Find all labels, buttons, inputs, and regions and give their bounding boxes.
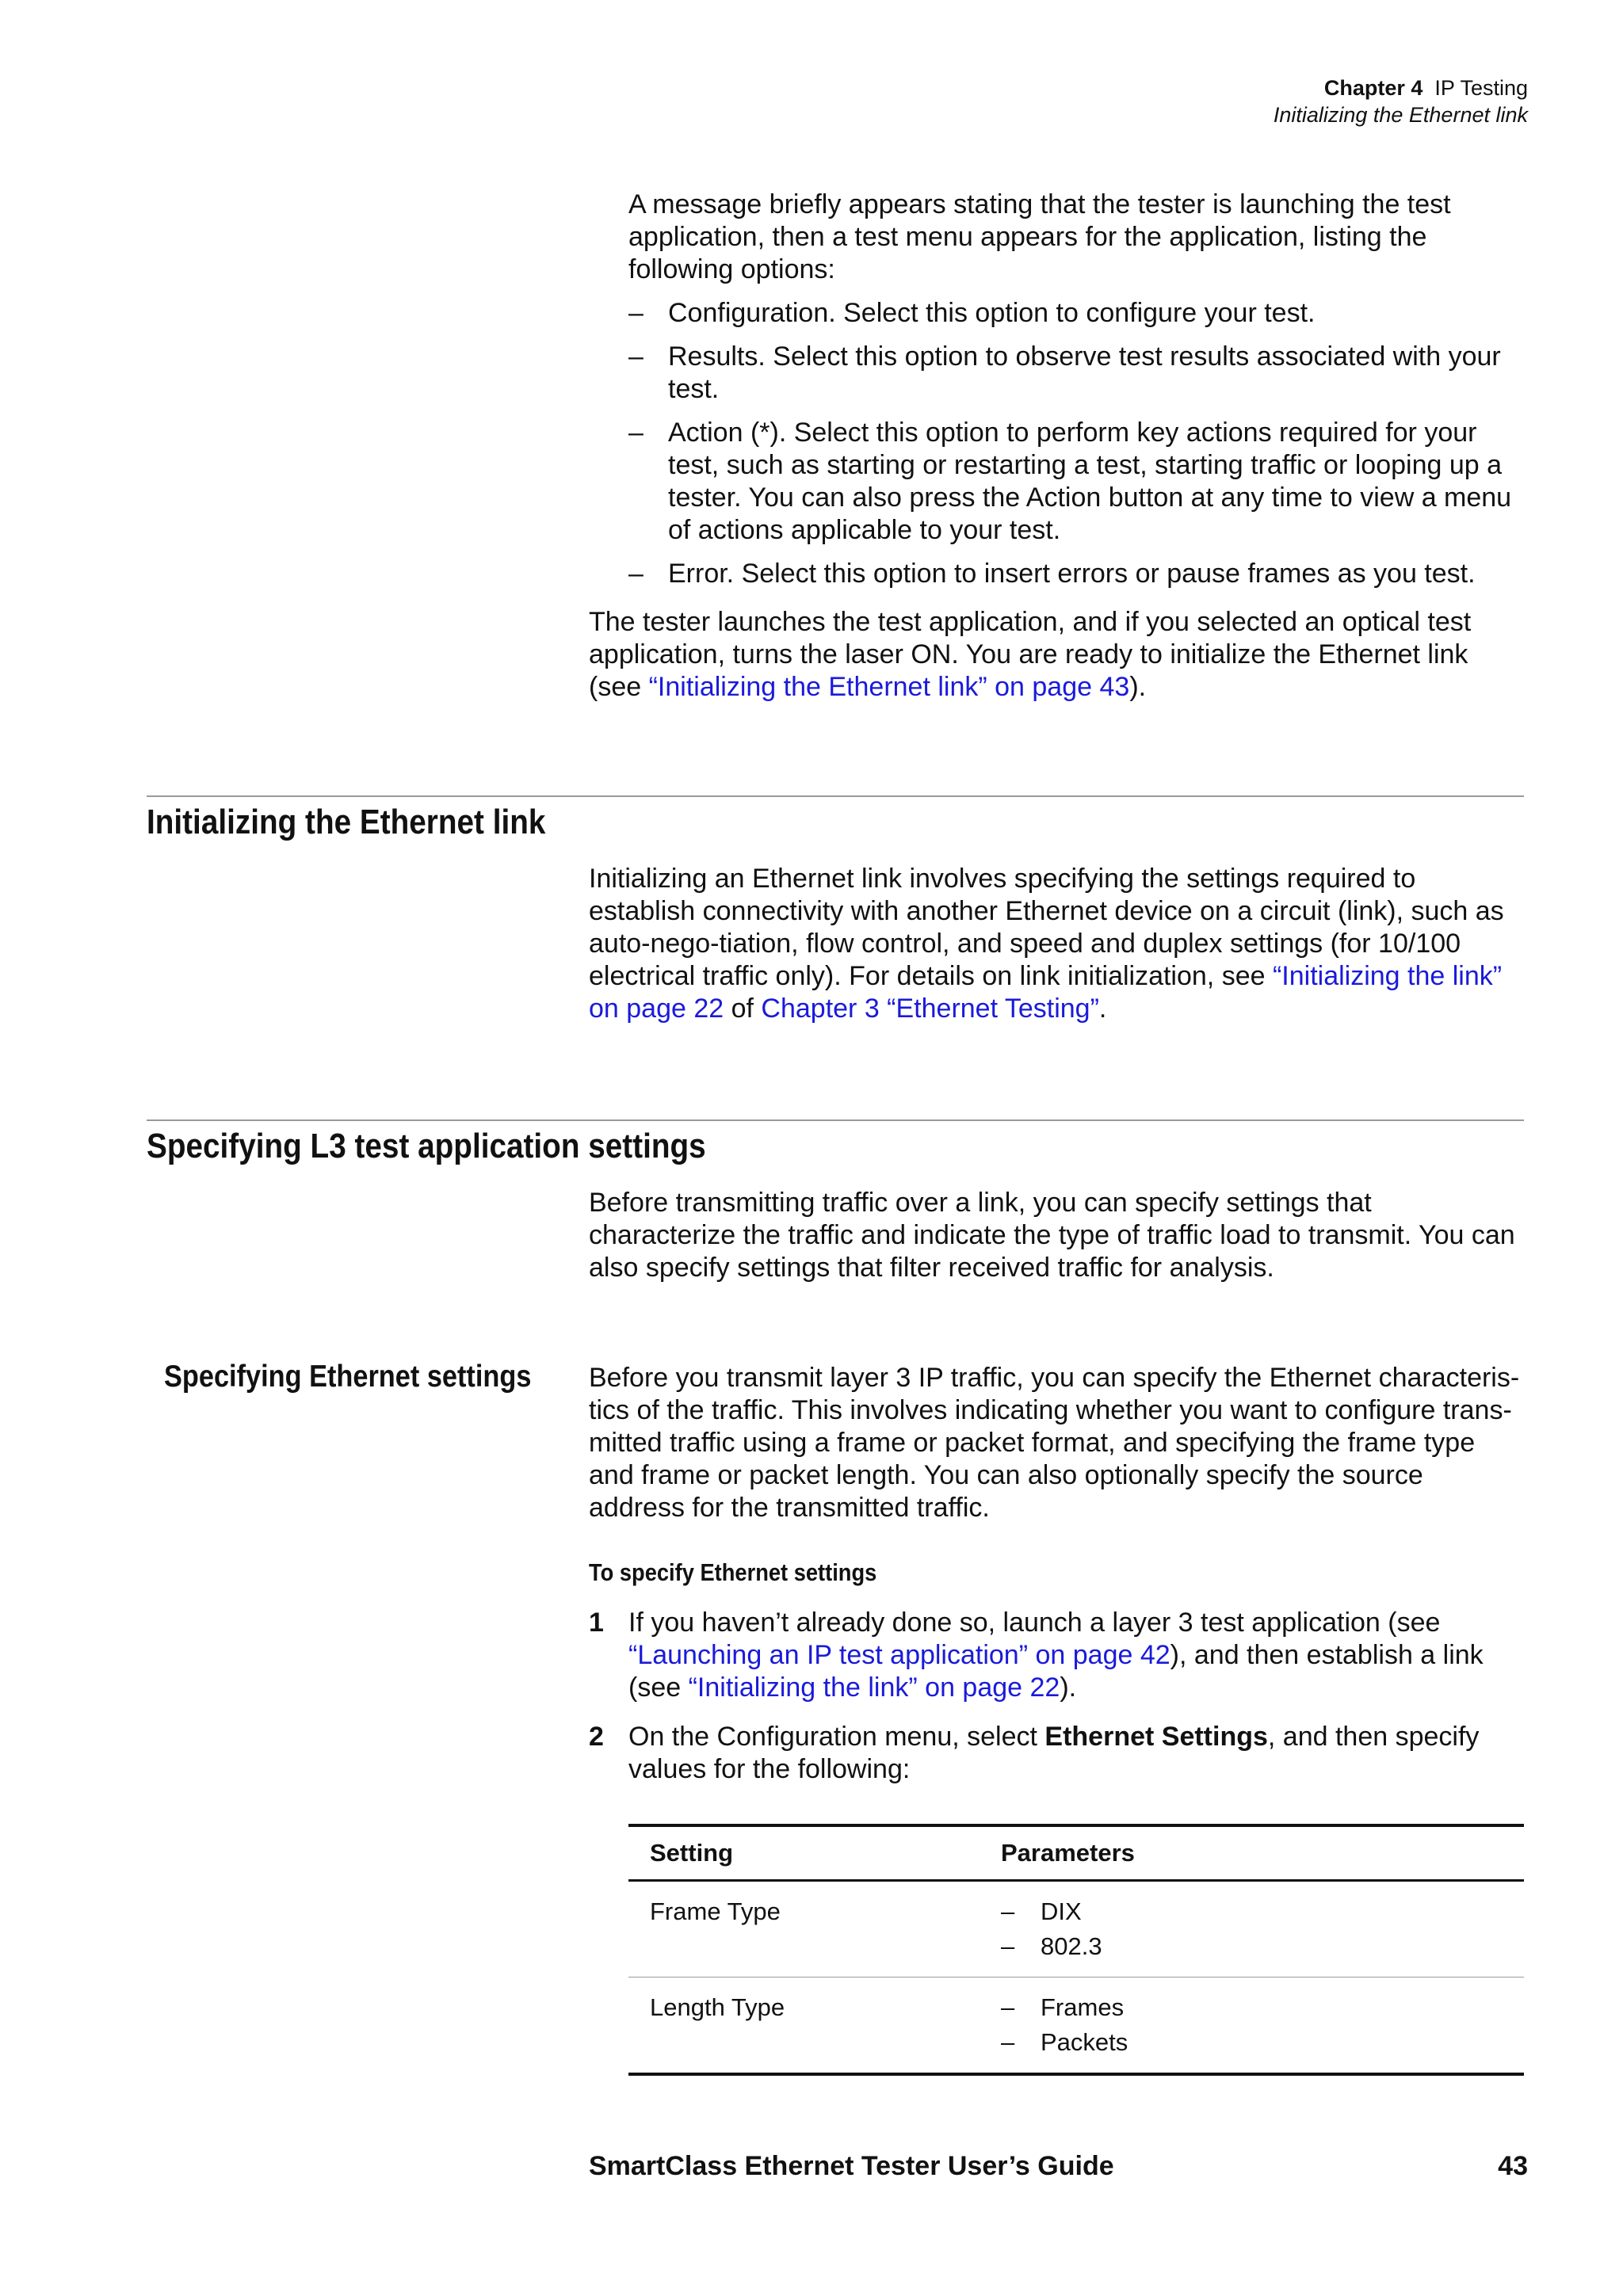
step-number: 2 bbox=[589, 1722, 604, 1752]
link-chapter-3[interactable]: Chapter 3 “Ethernet Testing” bbox=[761, 994, 1099, 1024]
launch-text-end: ). bbox=[1129, 672, 1147, 702]
parameter-value: Packets bbox=[1041, 2028, 1128, 2056]
section-heading-l3-settings: Specifying L3 test application settings bbox=[147, 1127, 706, 1165]
table-row bbox=[628, 1881, 1524, 1978]
initializing-link-paragraph bbox=[589, 863, 1524, 1025]
parameter-item bbox=[1001, 1929, 1524, 1964]
link-initializing-the-link[interactable]: “Initializing the link” on page 22 bbox=[688, 1672, 1060, 1703]
table-row bbox=[628, 1978, 1524, 2075]
dash-bullet: – bbox=[1001, 1897, 1015, 1925]
l3-settings-paragraph: Before transmitting traffic over a link, you can specify settings that characterize the traffic and indicate the type of traffic load to transmit. You can also specify settings that filter received traffic for analysis. bbox=[589, 1188, 1515, 1283]
option-results bbox=[628, 341, 1524, 406]
dash-bullet: – bbox=[1001, 2028, 1015, 2056]
step2-bold-menu-item: Ethernet Settings bbox=[1044, 1722, 1268, 1752]
dash-bullet: – bbox=[628, 298, 643, 328]
intro-message-paragraph: A message briefly appears stating that the tester is launching the test application, then a test menu appears for the application, listing the following options: bbox=[628, 189, 1451, 284]
option-text: Error. Select this option to insert errors or pause frames as you test. bbox=[668, 559, 1476, 589]
launch-paragraph bbox=[589, 606, 1524, 704]
step1-mid: ), and then establish a link (see bbox=[628, 1640, 1484, 1703]
footer-guide-title: SmartClass Ethernet Tester User’s Guide bbox=[589, 2151, 1114, 2181]
chapter-line bbox=[1274, 74, 1528, 101]
option-action bbox=[628, 417, 1524, 547]
header-section-title: Initializing the Ethernet link bbox=[1273, 103, 1528, 127]
step1-end: ). bbox=[1060, 1672, 1077, 1703]
init-text-mid: of bbox=[724, 994, 762, 1024]
column-header-setting: Setting bbox=[628, 1825, 980, 1881]
step-number: 1 bbox=[589, 1608, 604, 1638]
setting-name: Frame Type bbox=[628, 1881, 980, 1978]
footer-page-number: 43 bbox=[1498, 2151, 1528, 2181]
settings-table bbox=[628, 1824, 1524, 2076]
running-header bbox=[1274, 74, 1528, 128]
step-1-text bbox=[628, 1607, 1524, 1704]
parameter-list bbox=[980, 1881, 1524, 1978]
option-error bbox=[628, 558, 1524, 590]
procedure-heading: To specify Ethernet settings bbox=[589, 1558, 877, 1586]
subsection-heading-ethernet-settings: Specifying Ethernet settings bbox=[164, 1360, 532, 1394]
parameter-list bbox=[980, 1978, 1524, 2075]
dash-bullet: – bbox=[1001, 1932, 1015, 1960]
init-text-start: Initializing an Ethernet link involves specifying the settings required to establish connectivity with another Ethernet device on a circuit (link), such as auto-nego-tiation, flow control, and speed and duplex settings (for 10/100 electrical traffic only). For details on link initialization, see bbox=[589, 864, 1504, 991]
parameter-value: 802.3 bbox=[1041, 1932, 1102, 1960]
option-text: Configuration. Select this option to configure your test. bbox=[668, 298, 1316, 328]
parameter-value: DIX bbox=[1041, 1897, 1082, 1925]
dash-bullet: – bbox=[628, 341, 643, 372]
init-text-end: . bbox=[1098, 994, 1107, 1024]
link-initializing-ethernet-link[interactable]: “Initializing the Ethernet link” on page 43 bbox=[648, 672, 1130, 702]
section-divider bbox=[147, 795, 1524, 797]
section-divider bbox=[147, 1119, 1524, 1121]
parameter-value: Frames bbox=[1041, 1993, 1125, 2021]
option-configuration bbox=[628, 297, 1524, 330]
parameter-item bbox=[1001, 1894, 1524, 1929]
section-heading-initializing-link: Initializing the Ethernet link bbox=[147, 803, 546, 841]
dash-bullet: – bbox=[628, 559, 643, 589]
option-text: Results. Select this option to observe test results associated with your test. bbox=[668, 341, 1501, 404]
step-2-text bbox=[628, 1721, 1524, 1786]
launch-text-start: The tester launches the test application, and if you selected an optical test application, turns the laser ON. You are ready to initialize the Ethernet link (see bbox=[589, 607, 1472, 702]
chapter-label: Chapter 4 bbox=[1323, 76, 1423, 100]
dash-bullet: – bbox=[628, 418, 643, 448]
step1-start: If you haven’t already done so, launch a layer 3 test application (see bbox=[628, 1608, 1441, 1638]
parameter-item bbox=[1001, 1990, 1524, 2025]
link-initializing-the-link[interactable]: “Initializing the link” on page 22 bbox=[589, 961, 1503, 1024]
parameter-item bbox=[1001, 2025, 1524, 2060]
table-header-row bbox=[628, 1825, 1524, 1881]
column-header-parameters: Parameters bbox=[980, 1825, 1524, 1881]
setting-name: Length Type bbox=[628, 1978, 980, 2075]
dash-bullet: – bbox=[1001, 1993, 1015, 2021]
chapter-title: IP Testing bbox=[1434, 76, 1528, 100]
option-text: Action (*). Select this option to perform key actions required for your test, such as starting or restarting a test, starting traffic or looping up a tester. You can also press the Action button at any time to view a menu of actions applicable to your test. bbox=[668, 418, 1512, 545]
step2-start: On the Configuration menu, select bbox=[628, 1722, 1045, 1752]
ethernet-settings-paragraph: Before you transmit layer 3 IP traffic, you can specify the Ethernet characteris-tics of the traffic. This involves indicating whether you want to configure trans-mitted traffic using a frame or packet format, and specifying the frame type and frame or packet length. You can also optionally specify the source address for the transmitted traffic. bbox=[589, 1363, 1520, 1523]
link-launching-ip-test[interactable]: “Launching an IP test application” on page 42 bbox=[628, 1640, 1170, 1670]
step2-end: , and then specify values for the following: bbox=[628, 1722, 1480, 1784]
